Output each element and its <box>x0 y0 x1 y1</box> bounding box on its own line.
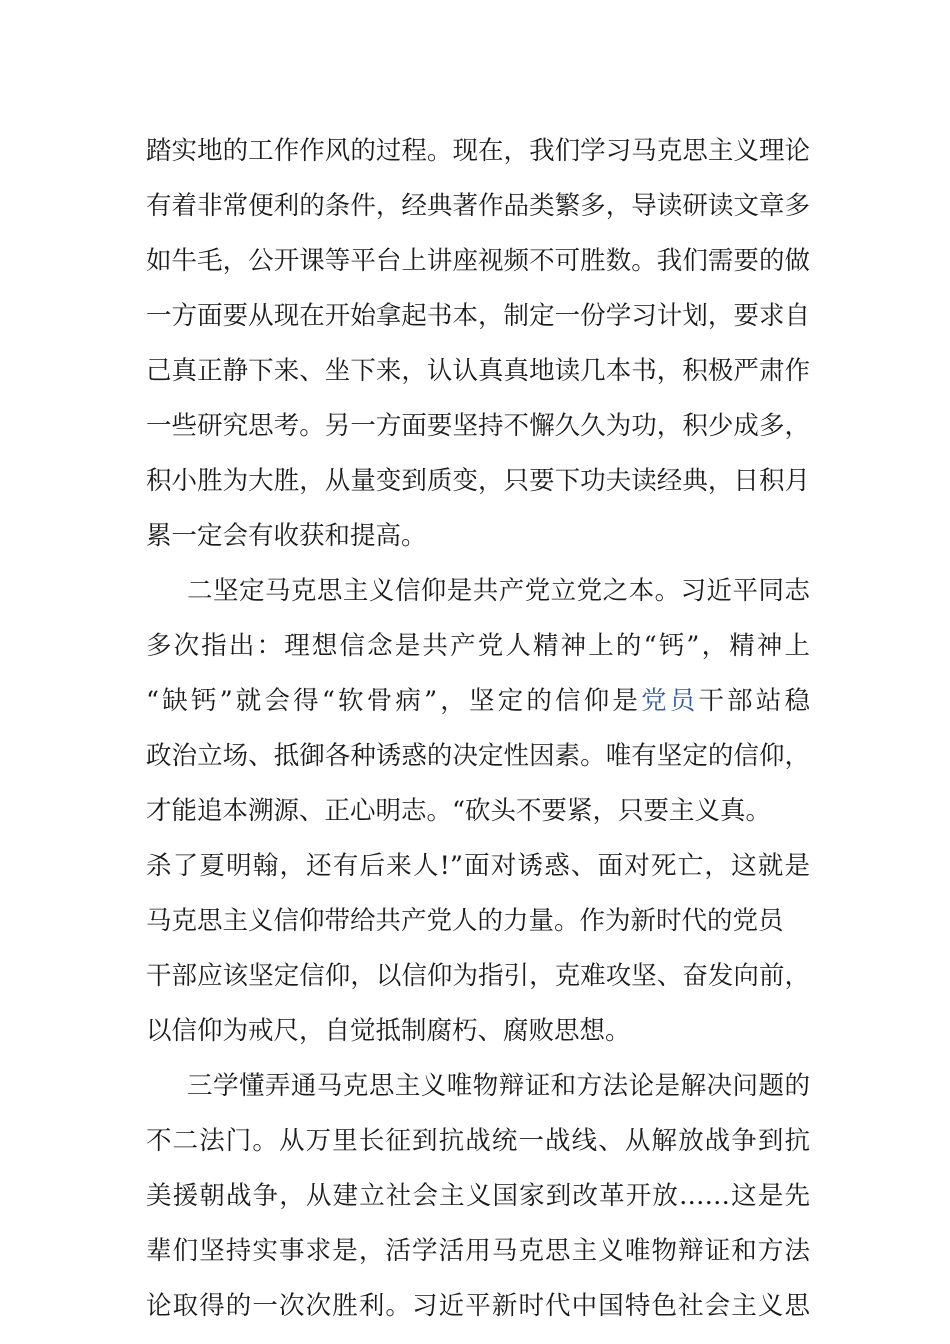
text-line: 积小胜为大胜，从量变到质变，只要下功夫读经典，日积月 <box>146 466 810 496</box>
text-line: 多次指出：理想信念是共产党人精神上的“钙”，精神上 <box>146 631 810 661</box>
text-line: 杀了夏明翰，还有后来人!”面对诱惑、面对死亡，这就是 <box>146 851 810 881</box>
paragraph-1 <box>146 124 810 564</box>
text-segment: “缺钙”就会得“软骨病”，坚定的信仰是 <box>146 686 642 716</box>
text-line: 才能追本溯源、正心明志。“砍头不要紧，只要主义真。 <box>146 796 772 826</box>
text-line: 二坚定马克思主义信仰是共产党立党之本。习近平同志 <box>187 576 810 606</box>
text-line: 如牛毛，公开课等平台上讲座视频不可胜数。我们需要的做 <box>146 246 810 276</box>
text-line: 辈们坚持实事求是，活学活用马克思主义唯物辩证和方法 <box>146 1236 810 1266</box>
text-line: 三学懂弄通马克思主义唯物辩证和方法论是解决问题的 <box>187 1071 810 1101</box>
text-line: 一些研究思考。另一方面要坚持不懈久久为功，积少成多， <box>146 411 810 441</box>
text-line: 美援朝战争，从建立社会主义国家到改革开放……这是先 <box>146 1181 810 1211</box>
text-line: 不二法门。从万里长征到抗战统一战线、从解放战争到抗 <box>146 1126 810 1156</box>
text-line: 累一定会有收获和提高。 <box>146 521 427 551</box>
text-line: 有着非常便利的条件，经典著作品类繁多，导读研读文章多 <box>146 191 810 221</box>
text-line: 一方面要从现在开始拿起书本，制定一份学习计划，要求自 <box>146 301 810 331</box>
text-line: 马克思主义信仰带给共产党人的力量。作为新时代的党员 <box>146 906 784 936</box>
document-body <box>146 124 810 1334</box>
paragraph-3 <box>146 1059 810 1334</box>
text-line: 踏实地的工作作风的过程。现在，我们学习马克思主义理论 <box>146 136 810 166</box>
party-member-link[interactable]: 党员 <box>641 686 699 716</box>
text-line: 以信仰为戒尺，自觉抵制腐朽、腐败思想。 <box>146 1016 631 1046</box>
text-line: 干部应该坚定信仰，以信仰为指引，克难攻坚、奋发向前， <box>146 961 810 991</box>
text-segment: 干部站稳 <box>698 686 810 716</box>
text-line: 论取得的一次次胜利。习近平新时代中国特色社会主义思 <box>146 1291 810 1321</box>
text-line: 己真正静下来、坐下来，认认真真地读几本书，积极严肃作 <box>146 356 810 386</box>
text-line-with-link <box>146 674 810 729</box>
text-line: 政治立场、抵御各种诱惑的决定性因素。唯有坚定的信仰， <box>146 741 810 771</box>
paragraph-2 <box>146 564 810 1059</box>
